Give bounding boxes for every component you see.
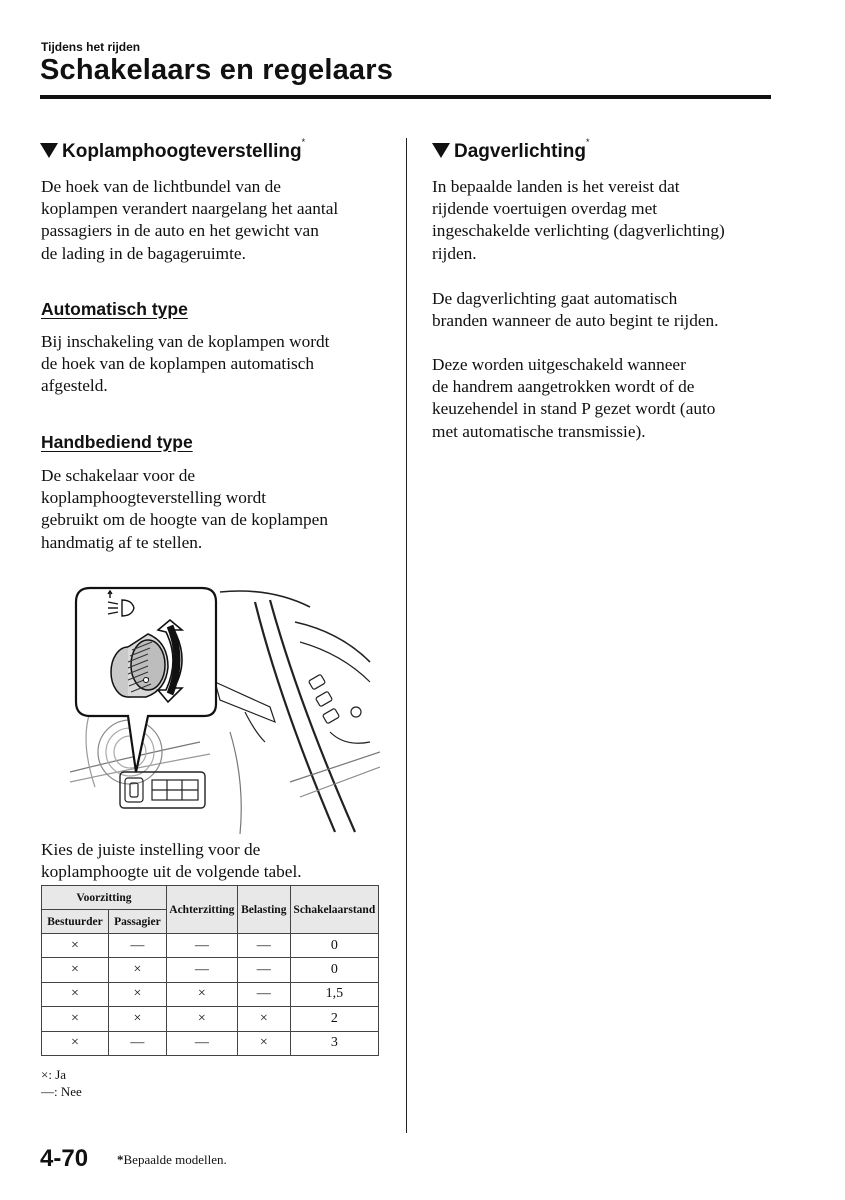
table-header: Schakelaarstand: [290, 886, 378, 934]
footnote-mark: *: [117, 1152, 124, 1167]
headlight-leveling-illustration: [70, 582, 380, 834]
table-row: [42, 1007, 379, 1031]
text-line: gebruikt om de hoogte van de koplampen: [41, 510, 328, 530]
table-cell: 1,5: [290, 982, 378, 1006]
table-cell: 0: [290, 958, 378, 982]
table-cell: ×: [108, 1007, 166, 1031]
table-cell: —: [237, 934, 290, 958]
text-line: rijden.: [432, 243, 477, 263]
table-row: [42, 958, 379, 982]
text-line: ingeschakelde verlichting (dagverlichting): [432, 221, 725, 241]
table-header: Passagier: [108, 910, 166, 934]
table-cell: —: [166, 958, 237, 982]
text-line: de hoek van de koplampen automatisch: [41, 354, 315, 374]
table-header: Achterzitting: [166, 886, 237, 934]
table-cell: ×: [42, 958, 109, 982]
table-cell: ×: [108, 982, 166, 1006]
dagverlichting-intro: [432, 176, 725, 265]
triangle-marker-icon: [432, 143, 450, 158]
subheading-automatic: Automatisch type: [41, 299, 188, 319]
koplamp-heading: [40, 137, 306, 163]
text-line: koplamphoogte uit de volgende tabel.: [41, 862, 302, 882]
model-mark: *: [585, 137, 590, 147]
table-cell: ×: [42, 1007, 109, 1031]
text-line: branden wanneer de auto begint te rijden.: [432, 311, 719, 331]
table-cell: ×: [42, 934, 109, 958]
dagverlichting-auto: [432, 288, 718, 332]
table-cell: ×: [42, 1031, 109, 1055]
table-cell: 2: [290, 1007, 378, 1031]
text-line: De hoek van de lichtbundel van de: [41, 177, 281, 196]
table-cell: —: [166, 934, 237, 958]
text-line: keuzehendel in stand P gezet wordt (auto: [432, 399, 716, 419]
table-header: Bestuurder: [42, 910, 109, 934]
table-cell: 0: [290, 934, 378, 958]
dagverlichting-off: [432, 354, 715, 443]
table-cell: ×: [237, 1007, 290, 1031]
section-label: Tijdens het rijden: [41, 40, 141, 54]
text-line: handmatig af te stellen.: [41, 532, 203, 552]
title-rule: [40, 95, 771, 99]
table-cell: —: [108, 934, 166, 958]
legend-item: ×: Ja: [41, 1067, 67, 1082]
setting-table: [41, 885, 379, 1056]
triangle-marker-icon: [40, 143, 58, 158]
footnote: [117, 1152, 227, 1168]
table-row: [42, 982, 379, 1006]
table-header: Belasting: [237, 886, 290, 934]
text-line: In bepaalde landen is het vereist dat: [432, 177, 680, 196]
page-title: Schakelaars en regelaars: [40, 54, 394, 86]
text-line: afgesteld.: [41, 376, 108, 396]
table-cell: —: [166, 1031, 237, 1055]
table-cell: —: [108, 1031, 166, 1055]
dagverlichting-heading: [432, 137, 590, 163]
text-line: rijdende voertuigen overdag met: [432, 199, 658, 219]
table-cell: —: [237, 982, 290, 1006]
table-cell: ×: [166, 1007, 237, 1031]
koplamp-heading-text: Koplamphoogteverstelling: [62, 141, 302, 162]
table-row: [42, 934, 379, 958]
table-cell: 3: [290, 1031, 378, 1055]
text-line: Kies de juiste instelling voor de: [41, 840, 261, 859]
text-line: Deze worden uitgeschakeld wanneer: [432, 355, 686, 374]
table-caption: [41, 839, 302, 883]
subheading-manual: Handbediend type: [41, 432, 193, 452]
text-line: De schakelaar voor de: [41, 466, 196, 485]
table-cell: ×: [42, 982, 109, 1006]
table-cell: —: [237, 958, 290, 982]
table-cell: ×: [237, 1031, 290, 1055]
koplamp-intro: [41, 176, 338, 265]
text-line: met automatische transmissie).: [432, 421, 646, 441]
text-line: de lading in de bagageruimte.: [41, 243, 246, 263]
text-line: Bij inschakeling van de koplampen wordt: [41, 332, 330, 351]
legend-item: —: Nee: [41, 1084, 82, 1099]
table-legend: [41, 1066, 82, 1100]
text-line: De dagverlichting gaat automatisch: [432, 289, 678, 308]
page-number: 4-70: [40, 1145, 89, 1172]
text-line: de handrem aangetrokken wordt of de: [432, 377, 695, 397]
table-cell: ×: [108, 958, 166, 982]
table-group-header: Voorzitting: [42, 886, 167, 910]
footnote-text: Bepaalde modellen.: [123, 1152, 227, 1167]
dagverlichting-heading-text: Dagverlichting: [454, 141, 586, 162]
table-row: [42, 1031, 379, 1055]
table-cell: ×: [166, 982, 237, 1006]
text-line: koplampen verandert naargelang het aantal: [41, 199, 339, 219]
text-line: koplamphoogteverstelling wordt: [41, 488, 267, 508]
text-line: passagiers in de auto en het gewicht van: [41, 221, 319, 241]
automatic-text: [41, 331, 329, 398]
model-mark: *: [301, 137, 306, 147]
column-divider: [406, 138, 407, 1133]
manual-text: [41, 465, 328, 554]
